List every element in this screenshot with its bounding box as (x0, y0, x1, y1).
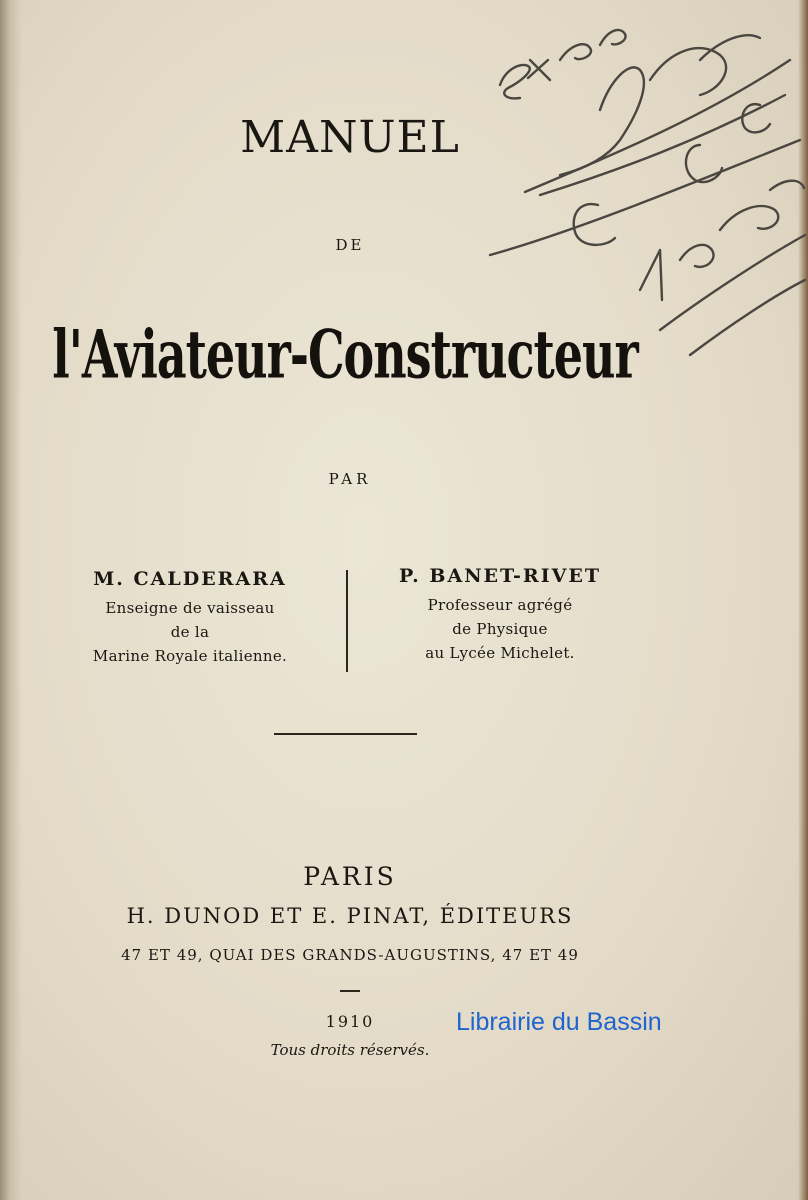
author-divider (346, 570, 348, 672)
by-label: PAR (328, 470, 372, 488)
author-calderara (70, 568, 310, 668)
publisher: H. DUNOD ET E. PINAT, ÉDITEURS (126, 904, 574, 928)
bookseller-watermark: Librairie du Bassin (456, 1008, 662, 1036)
author-name: M. CALDERARA (93, 568, 287, 590)
author-title-line: Professeur agrégé (427, 596, 573, 614)
publication-city: PARIS (303, 862, 397, 891)
author-banet-rivet (365, 565, 635, 665)
book-subtitle: l'Aviateur-Constructeur (52, 315, 638, 394)
author-title-line: Enseigne de vaisseau (105, 599, 275, 617)
title-connector: DE (335, 236, 365, 254)
horizontal-rule (274, 733, 417, 735)
author-name: P. BANET-RIVET (399, 565, 601, 587)
author-title-line: de la (170, 623, 210, 641)
publisher-address: 47 ET 49, QUAI DES GRANDS-AUGUSTINS, 47 ET 49 (121, 946, 579, 964)
author-title-line: Marine Royale italienne. (92, 647, 288, 665)
author-title-line: au Lycée Michelet. (425, 644, 575, 662)
publication-year: 1910 (325, 1012, 375, 1031)
author-title-line: de Physique (452, 620, 548, 638)
page-edge (798, 0, 808, 1200)
rights-notice: Tous droits réservés. (270, 1041, 430, 1059)
book-title: MANUEL (240, 112, 460, 163)
short-dash (340, 990, 360, 992)
